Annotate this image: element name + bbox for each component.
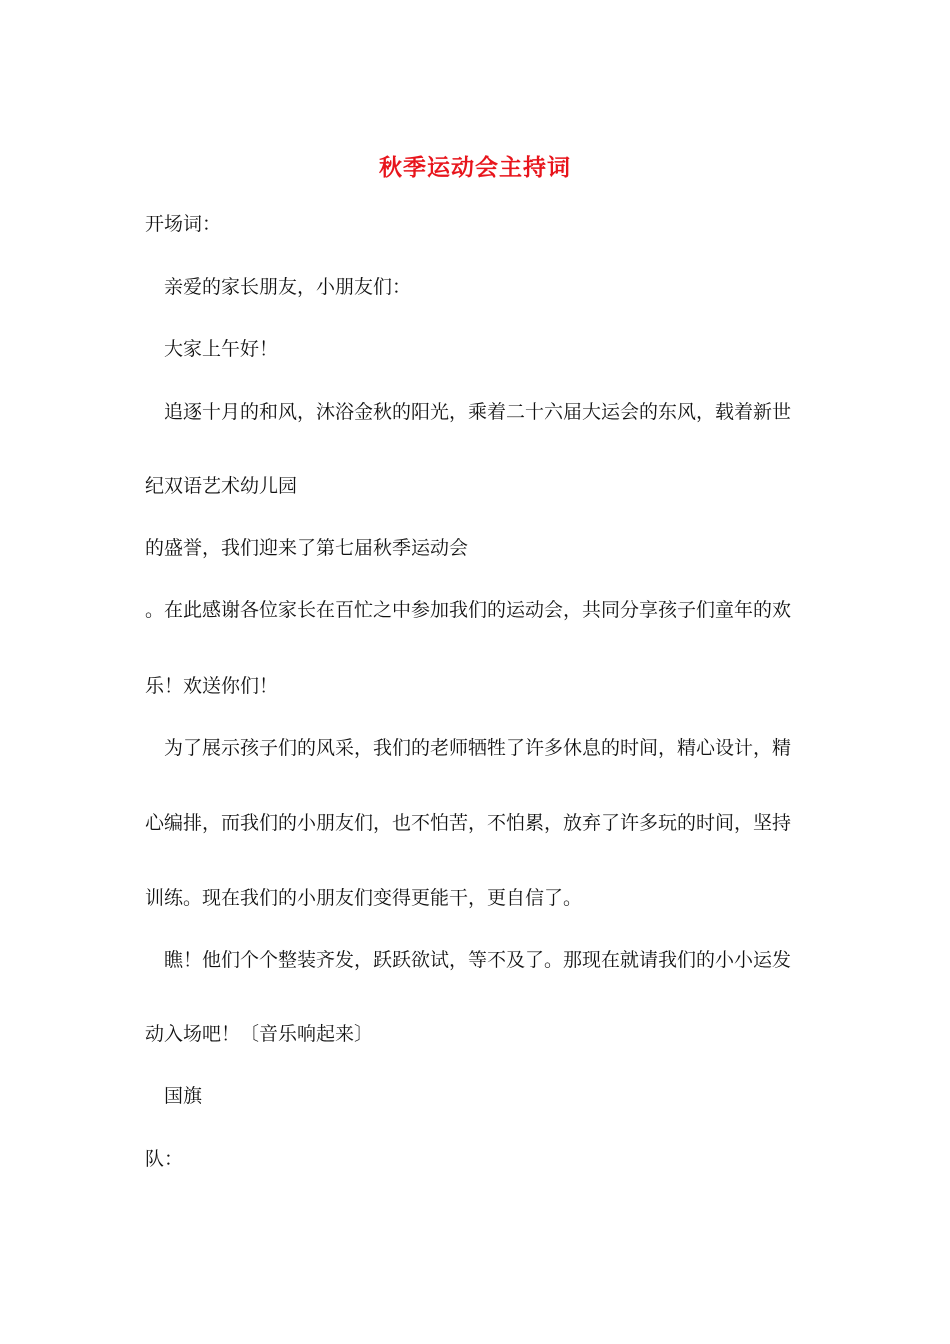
paragraph-line: 心编排，而我们的小朋友们，也不怕苦，不怕累，放弃了许多玩的时间，坚持 (145, 812, 792, 834)
paragraph-line: 队： (145, 1148, 184, 1170)
paragraph-line: 动入场吧！〔音乐响起来〕 (145, 1023, 374, 1045)
paragraph-line: 为了展示孩子们的风采，我们的老师牺牲了许多休息的时间，精心设计，精 (164, 737, 792, 759)
paragraph-line: 大家上午好！ (164, 338, 279, 360)
paragraph-line: 亲爱的家长朋友，小朋友们： (164, 276, 412, 298)
document-title: 秋季运动会主持词 (379, 154, 571, 181)
paragraph-line: 开场词： (145, 213, 222, 235)
paragraph-line: 乐！欢送你们！ (145, 675, 279, 697)
paragraph-line: 追逐十月的和风，沐浴金秋的阳光，乘着二十六届大运会的东风，载着新世 (164, 401, 792, 423)
paragraph-line: 瞧！他们个个整装齐发，跃跃欲试，等不及了。那现在就请我们的小小运发 (164, 949, 792, 971)
paragraph-line: 。在此感谢各位家长在百忙之中参加我们的运动会，共同分享孩子们童年的欢 (145, 599, 792, 621)
paragraph-line: 纪双语艺术幼儿园 (145, 475, 298, 497)
paragraph-line: 的盛誉，我们迎来了第七届秋季运动会 (145, 537, 469, 559)
paragraph-line: 训练。现在我们的小朋友们变得更能干，更自信了。 (145, 887, 583, 909)
paragraph-line: 国旗 (164, 1085, 203, 1107)
